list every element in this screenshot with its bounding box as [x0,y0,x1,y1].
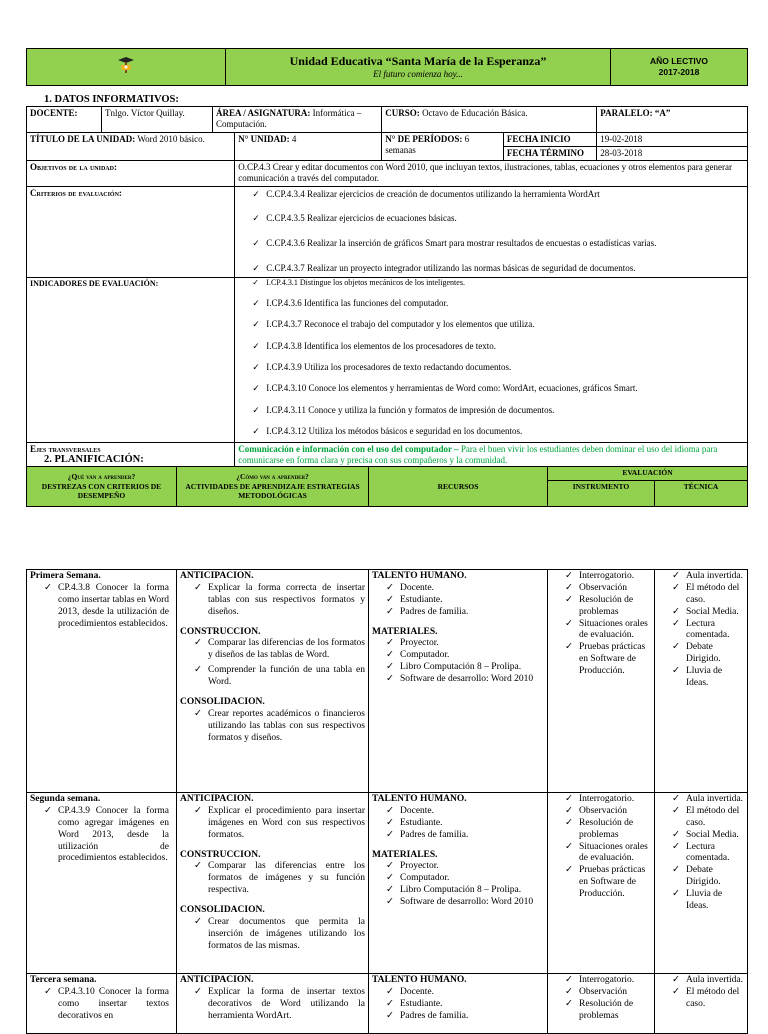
periodos-label: N° DE PERÍODOS: [385,133,463,144]
list-item: ✓ Interrogatorio. [551,794,651,806]
inicio-label: FECHA INICIO [503,132,596,146]
list-item: ✓ Estudiante. [372,818,544,830]
list-item: ✓ Proyector. [372,638,544,650]
objetivos-value: O.CP.4.3 Crear y editar documentos con Word 2010, que incluyan textos, ilustraciones, tablas, ecuaciones y otros elementos para generar comunicación a través del computador. [235,161,748,187]
year-cell [611,49,748,86]
ejes-cell [235,442,748,469]
list-item: ✓ Social Media. [658,830,744,842]
talento-label: TALENTO HUMANO. [372,571,467,581]
consolidacion-label: CONSOLIDACION. [180,905,265,915]
list-item: ✓ I.CP.4.3.1 Distingue los objetos mecánicos de los inteligentes. [238,278,744,288]
tecnica-header: TÉCNICA [655,481,748,507]
list-item: ✓ C.CP.4.3.7 Realizar un proyecto integrador utilizando las normas básicas de seguridad de documentos. [238,263,744,274]
periodos-value: 6 [464,133,470,144]
construccion-label: CONSTRUCCION. [180,849,261,860]
list-item: ✓ Comparar las diferencias entre los formatos de imágenes y su función respectiva. [180,861,365,897]
list-item: ✓ Software de desarrollo: Word 2010 [372,897,544,909]
list-item: ✓ El método del caso. [658,987,744,1011]
indicadores-label: INDICADORES DE EVALUACIÓN: [27,277,235,442]
week-destreza: ✓ CP.4.3.8 Conocer la forma como insertar tablas en Word 2013, desde la utilización de procedimientos establecidos. [30,583,173,631]
list-item: ✓ Resolución de problemas [551,818,651,842]
consolidacion-label: CONSOLIDACION. [180,696,265,707]
list-item: ✓ C.CP.4.3.4 Realizar ejercicios de creación de documentos utilizando la herramienta WordArt [238,189,744,200]
materiales-label: MATERIALES. [372,849,438,860]
materiales-label: MATERIALES. [372,626,438,637]
list-item: ✓ Computador. [372,873,544,885]
list-item: ✓ Observación [551,987,651,999]
week-destreza: ✓ CP.4.3.9 Conocer la forma como agregar imágenes en Word 2013, desde la utilización de procedimientos establecidos. [30,806,173,865]
school-crest-icon [115,54,137,76]
list-item: ✓ Resolución de problemas [551,999,651,1023]
list-item: ✓ I.CP.4.3.10 Conoce los elementos y herramientas de Word como: WordArt, ecuaciones, gráficos Smart. [238,383,744,394]
week-title: Segunda semana. [30,794,101,804]
school-name: Unidad Educativa “Santa María de la Esperanza” [289,53,547,68]
list-item: ✓ Computador. [372,650,544,662]
paralelo-label: PARALELO: [600,108,653,118]
unidad-value: 4 [291,133,297,144]
list-item: ✓ Libro Computación 8 – Prolipa. [372,662,544,674]
list-item: ✓ Interrogatorio. [551,975,651,987]
weeks-table [26,569,748,1034]
area-label: ÁREA / ASIGNATURA: [216,108,311,118]
list-item: ✓ Docente. [372,806,544,818]
list-item: ✓ Libro Computación 8 – Prolipa. [372,885,544,897]
list-item: ✓ Estudiante. [372,999,544,1011]
list-item: ✓ Aula invertida. [658,794,744,806]
criterios-list [238,189,744,275]
list-item: ✓ Social Media. [658,607,744,619]
list-item: ✓ Observación [551,583,651,595]
col1-subtitle: DESTREZAS CON CRITERIOS DE DESEMPEÑO [41,481,162,501]
list-item: ✓ Software de desarrollo: Word 2010 [372,674,544,686]
anticipacion-label: ANTICIPACION. [180,794,254,804]
docente-label: DOCENTE: [30,108,78,118]
docente-value: Tnlgo. Víctor Quillay. [102,107,213,133]
list-item: ✓ Docente. [372,987,544,999]
periodos-value2: semanas [385,144,416,155]
plan-header-table [26,466,748,507]
list-item: ✓ Comprender la función de una tabla en Word. [180,665,365,689]
table-row [27,974,748,1034]
evaluacion-header: EVALUACIÓN [548,467,748,481]
school-motto: El futuro comienza hoy... [373,68,463,79]
objetivos-label: Objetivos de la unidad: [27,161,235,187]
talento-label: TALENTO HUMANO. [372,794,467,804]
info-table [26,106,748,470]
list-item: ✓ El método del caso. [658,583,744,607]
list-item: ✓ Lectura comentada. [658,619,744,643]
col2-question: ¿Cómo van a aprender? [236,472,309,482]
section-datos: 1. DATOS INFORMATIVOS: [44,94,179,105]
list-item: ✓ Aula invertida. [658,975,744,987]
logo-cell [27,49,226,86]
list-item: ✓ Crear documentos que permita la inserción de imágenes utilizando los formatos de las mismas. [180,917,365,953]
list-item: ✓ I.CP.4.3.6 Identifica las funciones del computador. [238,298,744,309]
titulo-label: TÍTULO DE LA UNIDAD: [30,133,136,144]
table-row [27,793,748,974]
termino-label: FECHA TÉRMINO [503,146,596,160]
list-item: ✓ Pruebas prácticas en Software de Producción. [551,642,651,678]
unidad-label: N° UNIDAD: [238,133,290,144]
termino-value: 28-03-2018 [597,146,748,160]
list-item: ✓ El método del caso. [658,806,744,830]
list-item: ✓ Crear reportes académicos o financieros utilizando las tablas con sus respectivos formatos y diseños. [180,709,365,745]
list-item: ✓ C.CP.4.3.6 Realizar la inserción de gráficos Smart para mostrar resultados de encuestas o estadísticas varias. [238,238,744,249]
list-item: ✓ I.CP.4.3.9 Utiliza los procesadores de texto redactando documentos. [238,362,744,373]
construccion-label: CONSTRUCCION. [180,626,261,637]
list-item: ✓ I.CP.4.3.12 Utiliza los métodos básicos e seguridad en los documentos. [238,426,744,437]
talento-label: TALENTO HUMANO. [372,975,467,985]
week-title: Tercera semana. [30,975,97,985]
week-title: Primera Semana. [30,571,101,581]
criterios-label: Criterios de evaluación: [27,186,235,277]
list-item: ✓ Explicar la forma de insertar textos decorativos de Word utilizando la herramienta WordArt. [180,987,365,1023]
year-value: 2017-2018 [658,67,700,77]
area-value: Informática – Computación. [216,108,362,130]
list-item: ✓ Estudiante. [372,595,544,607]
list-item: ✓ Observación [551,806,651,818]
list-item: ✓ Debate Dirigido. [658,642,744,666]
list-item: ✓ I.CP.4.3.7 Reconoce el trabajo del computador y los elementos que utiliza. [238,319,744,330]
paralelo-value: “A” [654,108,671,118]
titulo-value: Word 2010 básico. [137,133,205,144]
list-item: ✓ I.CP.4.3.11 Conoce y utiliza la función y formatos de impresión de documentos. [238,405,744,416]
list-item: ✓ C.CP.4.3.5 Realizar ejercicios de ecuaciones básicas. [238,213,744,224]
year-label: AÑO LECTIVO [649,56,709,67]
list-item: ✓ Padres de familia. [372,1011,544,1023]
list-item: ✓ I.CP.4.3.8 Identifica los elementos de los procesadores de texto. [238,341,744,352]
school-title-cell [226,49,611,86]
ejes-label: Ejes transversales [27,442,235,469]
inicio-value: 19-02-2018 [597,132,748,146]
list-item: ✓ Situaciones orales de evaluación. [551,619,651,643]
col2-subtitle: ACTIVIDADES DE APRENDIZAJE ESTRATEGIAS METODOLÓGICAS [185,481,360,501]
list-item: ✓ Lluvia de Ideas. [658,889,744,913]
list-item: ✓ Padres de familia. [372,830,544,842]
instrumento-header: INSTRUMENTO [548,481,655,507]
list-item: ✓ Padres de familia. [372,607,544,619]
ejes-bold: Comunicación e información con el uso del computador – [238,443,459,454]
list-item: ✓ Interrogatorio. [551,571,651,583]
curso-label: CURSO: [385,108,420,118]
list-item: ✓ Aula invertida. [658,571,744,583]
list-item: ✓ Situaciones orales de evaluación. [551,842,651,866]
recursos-header: RECURSOS [369,467,548,507]
list-item: ✓ Docente. [372,583,544,595]
list-item: ✓ Explicar el procedimiento para insertar imágenes en Word con sus respectivos formatos. [180,806,365,842]
header-table [26,48,748,86]
anticipacion-label: ANTICIPACION. [180,571,254,581]
curso-value: Octavo de Educación Básica. [422,108,528,118]
section-planificacion: 2. PLANIFICACIÓN: [44,454,144,465]
list-item: ✓ Lluvia de Ideas. [658,666,744,690]
list-item: ✓ Lectura comentada. [658,842,744,866]
week-destreza: ✓ CP.4.3.10 Conocer la forma como insertar textos decorativos en [30,987,173,1023]
list-item: ✓ Comparar las diferencias de los formatos y diseños de las tablas de Word. [180,638,365,662]
table-row [27,570,748,793]
list-item: ✓ Debate Dirigido. [658,865,744,889]
indicadores-list [238,278,744,438]
list-item: ✓ Resolución de problemas [551,595,651,619]
anticipacion-label: ANTICIPACION. [180,975,254,985]
list-item: ✓ Explicar la forma correcta de insertar tablas con sus respectivos formatos y diseños. [180,583,365,619]
col1-question: ¿Qué van a aprender? [67,472,136,482]
list-item: ✓ Proyector. [372,861,544,873]
list-item: ✓ Pruebas prácticas en Software de Producción. [551,865,651,901]
ejes-text: Para el buen vivir los estudiantes deben dominar el uso del idioma para comunicarse en forma clara y precisa con sus compañeros y la comunidad. [238,443,718,465]
